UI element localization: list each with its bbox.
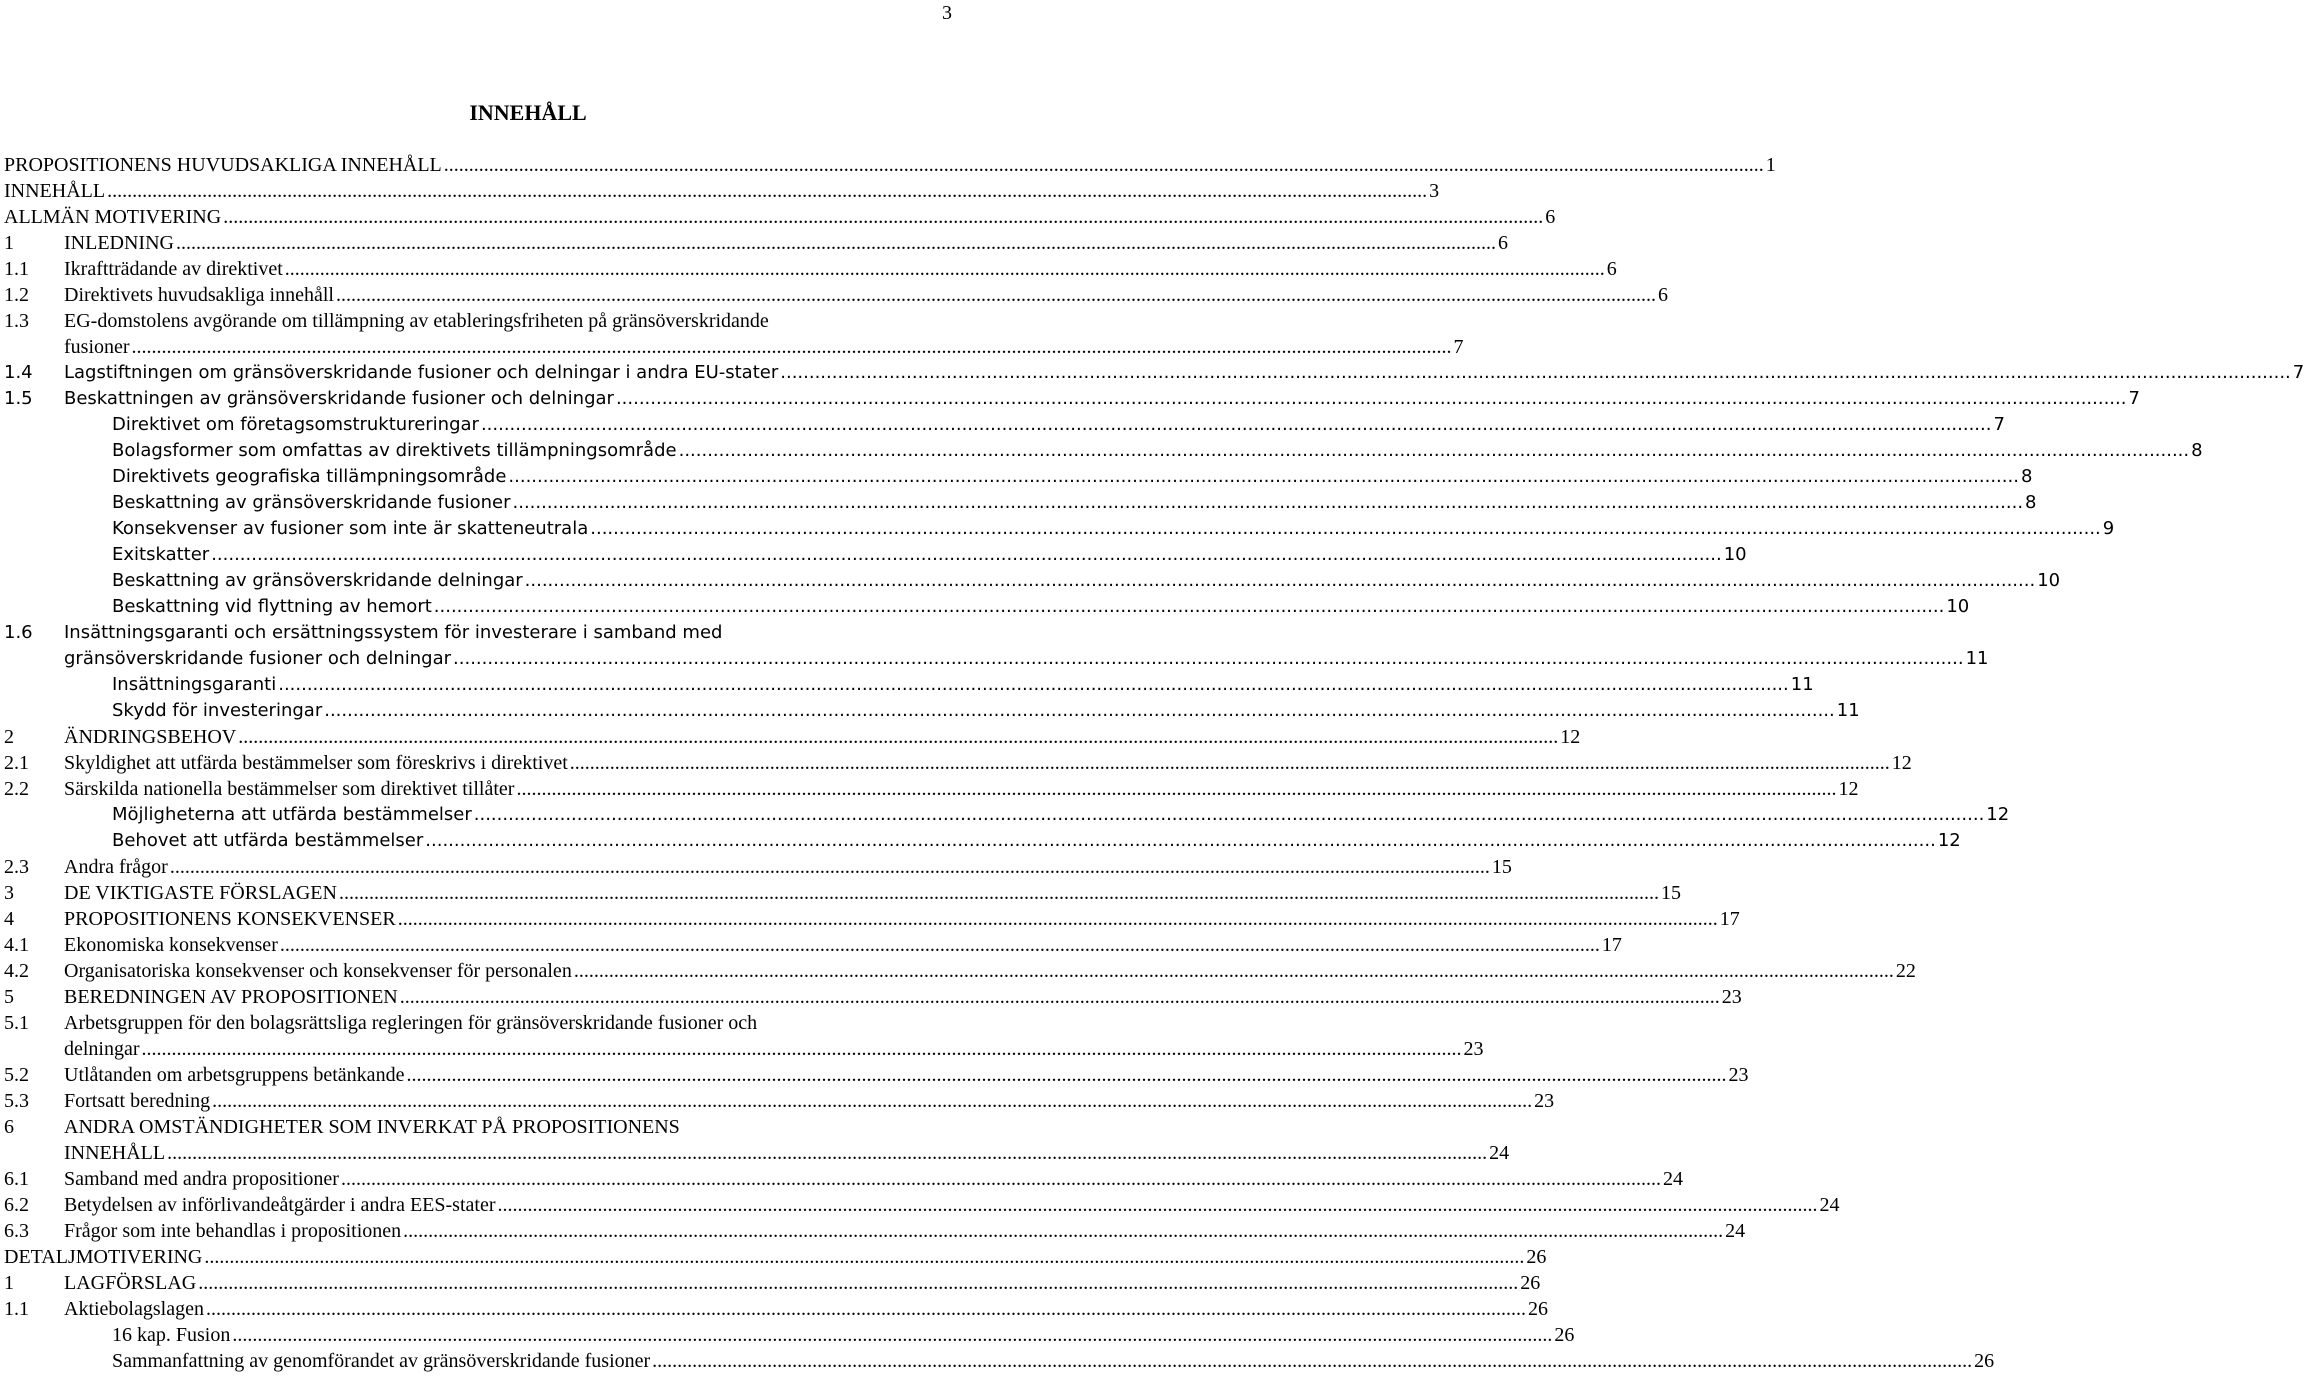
toc-entry-number: 1.4 xyxy=(4,362,33,383)
toc-page-number: 12 xyxy=(1560,726,1581,748)
toc-entry[interactable] xyxy=(4,282,1668,308)
toc-entry[interactable] xyxy=(4,464,2033,490)
toc-entry-title: Fortsatt beredning xyxy=(64,1090,211,1112)
toc-entry-number: 2.1 xyxy=(4,752,29,774)
toc-entry-number: 4 xyxy=(4,908,14,930)
toc-entry[interactable] xyxy=(4,854,1512,880)
toc-entry-number: 1.1 xyxy=(4,1298,29,1320)
toc-leader-dots xyxy=(474,802,1985,828)
toc-leader-dots xyxy=(107,178,1427,204)
toc-leader-dots xyxy=(324,698,1835,724)
toc-leader-dots xyxy=(652,1348,1972,1374)
toc-entry-title: LAGFÖRSLAG xyxy=(64,1272,197,1294)
toc-leader-dots xyxy=(170,854,1490,880)
toc-entry[interactable] xyxy=(4,1166,1683,1192)
toc-page-number: 26 xyxy=(1526,1246,1547,1268)
toc-page-number: 22 xyxy=(1895,960,1916,982)
toc-entry-title: Möjligheterna att utfärda bestämmelser xyxy=(112,804,472,825)
toc-page-number: 24 xyxy=(1489,1142,1510,1164)
toc-page-number: 7 xyxy=(2292,362,2304,383)
toc-leader-dots xyxy=(232,1322,1552,1348)
toc-entry[interactable] xyxy=(4,1348,1995,1374)
toc-entry-title: PROPOSITIONENS KONSEKVENSER xyxy=(64,908,396,930)
toc-entry-title: fusioner xyxy=(64,336,130,358)
toc-leader-dots xyxy=(176,230,1496,256)
toc-leader-dots xyxy=(223,204,1543,230)
toc-entry[interactable] xyxy=(4,698,1860,724)
toc-entry-line xyxy=(4,1114,956,1140)
toc-entry-title: ÄNDRINGSBEHOV xyxy=(64,726,237,748)
table-of-contents xyxy=(4,152,2304,1374)
toc-page-number: 17 xyxy=(1719,908,1740,930)
toc-entry[interactable] xyxy=(4,880,1681,906)
toc-heading: INNEHÅLL xyxy=(469,100,587,125)
toc-entry[interactable] xyxy=(4,646,1989,672)
toc-leader-dots xyxy=(278,672,1789,698)
toc-entry-line xyxy=(4,308,956,334)
toc-entry-title: EG-domstolens avgörande om tillämpning av etableringsfriheten på gränsöverskridande xyxy=(64,310,769,332)
toc-entry-number: 5.1 xyxy=(4,1012,29,1034)
toc-entry-title: Ikraftträdande av direktivet xyxy=(64,258,283,280)
toc-entry-number: 1.2 xyxy=(4,284,29,306)
toc-page-number: 12 xyxy=(1937,830,1961,851)
toc-leader-dots xyxy=(444,152,1764,178)
toc-entry[interactable] xyxy=(4,412,2005,438)
toc-page-number: 8 xyxy=(2025,492,2037,513)
toc-entry-number: 2.3 xyxy=(4,856,29,878)
toc-leader-dots xyxy=(590,516,2101,542)
toc-entry-title: ANDRA OMSTÄNDIGHETER SOM INVERKAT PÅ PROPOSITIONENS xyxy=(64,1116,680,1138)
toc-entry-title: Beskattning vid flyttning av hemort xyxy=(112,596,432,617)
toc-page-number: 23 xyxy=(1463,1038,1484,1060)
toc-page-number: 12 xyxy=(1891,752,1912,774)
toc-entry[interactable] xyxy=(4,1218,1746,1244)
toc-entry-number: 5 xyxy=(4,986,14,1008)
toc-entry[interactable] xyxy=(4,724,1581,750)
toc-entry-title: DETALJMOTIVERING xyxy=(4,1246,203,1268)
toc-entry-title: ALLMÄN MOTIVERING xyxy=(4,206,222,228)
toc-entry-title: INLEDNING xyxy=(64,232,174,254)
toc-entry-number: 2.2 xyxy=(4,778,29,800)
toc-entry-line xyxy=(4,620,956,646)
toc-page-number: 23 xyxy=(1721,986,1742,1008)
toc-entry[interactable] xyxy=(4,568,2061,594)
toc-entry-number: 3 xyxy=(4,882,14,904)
toc-entry-number: 4.2 xyxy=(4,960,29,982)
toc-entry-title: Direktivets geografiska tillämpningsområde xyxy=(112,466,507,487)
toc-entry[interactable] xyxy=(4,1062,1749,1088)
toc-entry-number: 6.1 xyxy=(4,1168,29,1190)
toc-entry[interactable] xyxy=(4,1036,1484,1062)
toc-entry-title: Skydd för investeringar xyxy=(112,700,323,721)
toc-entry[interactable] xyxy=(4,360,2304,386)
toc-entry[interactable] xyxy=(4,386,2140,412)
toc-entry-title: Arbetsgruppen för den bolagsrättsliga regleringen för gränsöverskridande fusioner och xyxy=(64,1012,758,1034)
toc-leader-dots xyxy=(679,438,2190,464)
toc-entry[interactable] xyxy=(4,542,1747,568)
toc-entry-title: DE VIKTIGASTE FÖRSLAGEN xyxy=(64,882,337,904)
toc-entry-title: Konsekvenser av fusioner som inte är skatteneutrala xyxy=(112,518,589,539)
toc-entry[interactable] xyxy=(4,1270,1541,1296)
toc-entry-title: INNEHÅLL xyxy=(64,1142,166,1164)
toc-leader-dots xyxy=(498,1192,1818,1218)
toc-page-number: 10 xyxy=(2037,570,2061,591)
toc-page-number: 11 xyxy=(1965,648,1989,669)
toc-entry-title: Ekonomiska konsekvenser xyxy=(64,934,278,956)
toc-leader-dots xyxy=(198,1270,1518,1296)
toc-entry[interactable] xyxy=(4,516,2115,542)
toc-entry[interactable] xyxy=(4,1244,1547,1270)
toc-leader-dots xyxy=(238,724,1558,750)
toc-entry-title: Skyldighet att utfärda bestämmelser som föreskrivs i direktivet xyxy=(64,752,568,774)
toc-entry-number: 5.3 xyxy=(4,1090,29,1112)
toc-entry[interactable] xyxy=(4,178,1440,204)
toc-entry-title: Exitskatter xyxy=(112,544,210,565)
toc-leader-dots xyxy=(206,1296,1526,1322)
toc-entry[interactable] xyxy=(4,802,2010,828)
toc-entry-title: Direktivets huvudsakliga innehåll xyxy=(64,284,334,306)
toc-leader-dots xyxy=(406,1062,1726,1088)
toc-entry-title: Bolagsformer som omfattas av direktivets tillämpningsområde xyxy=(112,440,677,461)
toc-entry-number: 6.3 xyxy=(4,1220,29,1242)
toc-page-number: 15 xyxy=(1491,856,1512,878)
toc-leader-dots xyxy=(280,932,1600,958)
toc-page-number: 1 xyxy=(1765,154,1776,176)
toc-page-number: 24 xyxy=(1662,1168,1683,1190)
toc-entry[interactable] xyxy=(4,490,2037,516)
toc-entry-title: PROPOSITIONENS HUVUDSAKLIGA INNEHÅLL xyxy=(4,154,442,176)
toc-leader-dots xyxy=(336,282,1656,308)
toc-page-number: 23 xyxy=(1728,1064,1749,1086)
toc-page-number: 26 xyxy=(1974,1350,1995,1372)
toc-leader-dots xyxy=(341,1166,1661,1192)
toc-entry[interactable] xyxy=(4,1088,1555,1114)
toc-entry[interactable] xyxy=(4,932,1622,958)
toc-leader-dots xyxy=(570,750,1890,776)
toc-leader-dots xyxy=(211,542,1722,568)
toc-page-number: 26 xyxy=(1554,1324,1575,1346)
toc-leader-dots xyxy=(780,360,2291,386)
toc-entry[interactable] xyxy=(4,958,1916,984)
toc-entry[interactable] xyxy=(4,828,1961,854)
toc-entry[interactable] xyxy=(4,1140,1510,1166)
toc-leader-dots xyxy=(403,1218,1723,1244)
toc-entry-number: 1 xyxy=(4,1272,14,1294)
toc-entry-title: INNEHÅLL xyxy=(4,180,106,202)
toc-page-number: 17 xyxy=(1601,934,1622,956)
toc-entry[interactable] xyxy=(4,334,1464,360)
toc-page-number: 6 xyxy=(1657,284,1668,306)
toc-entry-title: Insättningsgaranti xyxy=(112,674,277,695)
toc-entry-title: Andra frågor xyxy=(64,856,168,878)
toc-leader-dots xyxy=(516,776,1836,802)
toc-entry[interactable] xyxy=(4,256,1617,282)
toc-page-number: 6 xyxy=(1497,232,1508,254)
toc-leader-dots xyxy=(481,412,1992,438)
toc-page-number: 12 xyxy=(1986,804,2010,825)
toc-entry-number: 1.3 xyxy=(4,310,29,332)
toc-page-number: 12 xyxy=(1838,778,1859,800)
toc-page-number: 11 xyxy=(1836,700,1860,721)
toc-entry-number: 5.2 xyxy=(4,1064,29,1086)
toc-entry[interactable] xyxy=(4,204,1556,230)
toc-leader-dots xyxy=(398,906,1718,932)
toc-entry[interactable] xyxy=(4,906,1740,932)
toc-entry[interactable] xyxy=(4,1192,1840,1218)
toc-entry-title: Utlåtanden om arbetsgruppens betänkande xyxy=(64,1064,405,1086)
toc-page-number: 8 xyxy=(2020,466,2033,487)
toc-entry-title: Organisatoriska konsekvenser och konsekvenser för personalen xyxy=(64,960,572,982)
toc-entry-number: 4.1 xyxy=(4,934,29,956)
toc-leader-dots xyxy=(167,1140,1487,1166)
toc-page-number: 23 xyxy=(1534,1090,1555,1112)
toc-entry-number: 6.2 xyxy=(4,1194,29,1216)
toc-entry-title: Beskattning av gränsöverskridande delningar xyxy=(112,570,523,591)
toc-entry-title: Samband med andra propositioner xyxy=(64,1168,339,1190)
toc-entry[interactable] xyxy=(4,672,1814,698)
toc-page-number: 6 xyxy=(1545,206,1556,228)
toc-entry[interactable] xyxy=(4,1322,1575,1348)
toc-entry[interactable] xyxy=(4,750,1912,776)
toc-entry[interactable] xyxy=(4,776,1859,802)
toc-page-number: 24 xyxy=(1725,1220,1746,1242)
toc-entry-number: 1.5 xyxy=(4,388,33,409)
toc-entry-title: BEREDNINGEN AV PROPOSITIONEN xyxy=(64,986,398,1008)
toc-entry[interactable] xyxy=(4,438,2203,464)
toc-leader-dots xyxy=(204,1244,1524,1270)
toc-page-number: 8 xyxy=(2191,440,2203,461)
toc-entry-number: 6 xyxy=(4,1116,14,1138)
toc-leader-dots xyxy=(574,958,1894,984)
toc-page-number: 7 xyxy=(2128,388,2140,409)
toc-page-number: 3 xyxy=(1429,180,1440,202)
toc-entry[interactable] xyxy=(4,1296,1548,1322)
toc-entry[interactable] xyxy=(4,984,1742,1010)
toc-entry-title: Betydelsen av införlivandeåtgärder i andra EES-stater xyxy=(64,1194,496,1216)
toc-leader-dots xyxy=(525,568,2036,594)
toc-entry-title: Beskattningen av gränsöverskridande fusioner och delningar xyxy=(64,388,614,409)
toc-entry-title: Beskattning av gränsöverskridande fusioner xyxy=(112,492,511,513)
toc-page-number: 7 xyxy=(1993,414,2005,435)
toc-page-number: 24 xyxy=(1819,1194,1840,1216)
toc-entry-title: Sammanfattning av genomförandet av gränsöverskridande fusioner xyxy=(112,1350,651,1372)
toc-entry-number: 1.1 xyxy=(4,258,29,280)
toc-entry-line xyxy=(4,1010,956,1036)
toc-entry-title: Direktivet om företagsomstruktureringar xyxy=(112,414,479,435)
toc-leader-dots xyxy=(425,828,1936,854)
toc-leader-dots xyxy=(212,1088,1532,1114)
toc-entry-title: Insättningsgaranti och ersättningssystem för investerare i samband med xyxy=(64,622,723,643)
toc-entry-title: Särskilda nationella bestämmelser som direktivet tillåter xyxy=(64,778,515,800)
toc-page-number: 15 xyxy=(1660,882,1681,904)
page-number: 3 xyxy=(942,2,952,24)
toc-leader-dots xyxy=(453,646,1964,672)
toc-entry-number: 2 xyxy=(4,726,14,748)
toc-page-number: 26 xyxy=(1520,1272,1541,1294)
toc-leader-dots xyxy=(339,880,1659,906)
toc-leader-dots xyxy=(508,464,2019,490)
toc-entry[interactable] xyxy=(4,594,1970,620)
toc-leader-dots xyxy=(434,594,1945,620)
toc-leader-dots xyxy=(513,490,2024,516)
toc-page-number: 9 xyxy=(2102,518,2115,539)
toc-entry-title: 16 kap. Fusion xyxy=(112,1324,231,1346)
toc-page-number: 10 xyxy=(1946,596,1970,617)
toc-leader-dots xyxy=(142,1036,1462,1062)
toc-entry-number: 1.6 xyxy=(4,622,33,643)
toc-page-number: 26 xyxy=(1527,1298,1548,1320)
toc-entry[interactable] xyxy=(4,152,1776,178)
toc-page-number: 6 xyxy=(1606,258,1617,280)
toc-leader-dots xyxy=(132,334,1452,360)
toc-entry-title: Frågor som inte behandlas i propositionen xyxy=(64,1220,402,1242)
toc-page-number: 11 xyxy=(1790,674,1814,695)
toc-entry[interactable] xyxy=(4,230,1508,256)
toc-leader-dots xyxy=(285,256,1605,282)
toc-entry-title: delningar xyxy=(64,1038,140,1060)
toc-entry-title: Behovet att utfärda bestämmelser xyxy=(112,830,424,851)
toc-entry-title: gränsöverskridande fusioner och delningar xyxy=(64,648,452,669)
toc-leader-dots xyxy=(616,386,2127,412)
toc-entry-number: 1 xyxy=(4,232,14,254)
toc-leader-dots xyxy=(400,984,1720,1010)
toc-entry-title: Aktiebolagslagen xyxy=(64,1298,204,1320)
toc-page-number: 10 xyxy=(1723,544,1747,565)
toc-page-number: 7 xyxy=(1453,336,1464,358)
toc-entry-title: Lagstiftningen om gränsöverskridande fusioner och delningar i andra EU-stater xyxy=(64,362,779,383)
